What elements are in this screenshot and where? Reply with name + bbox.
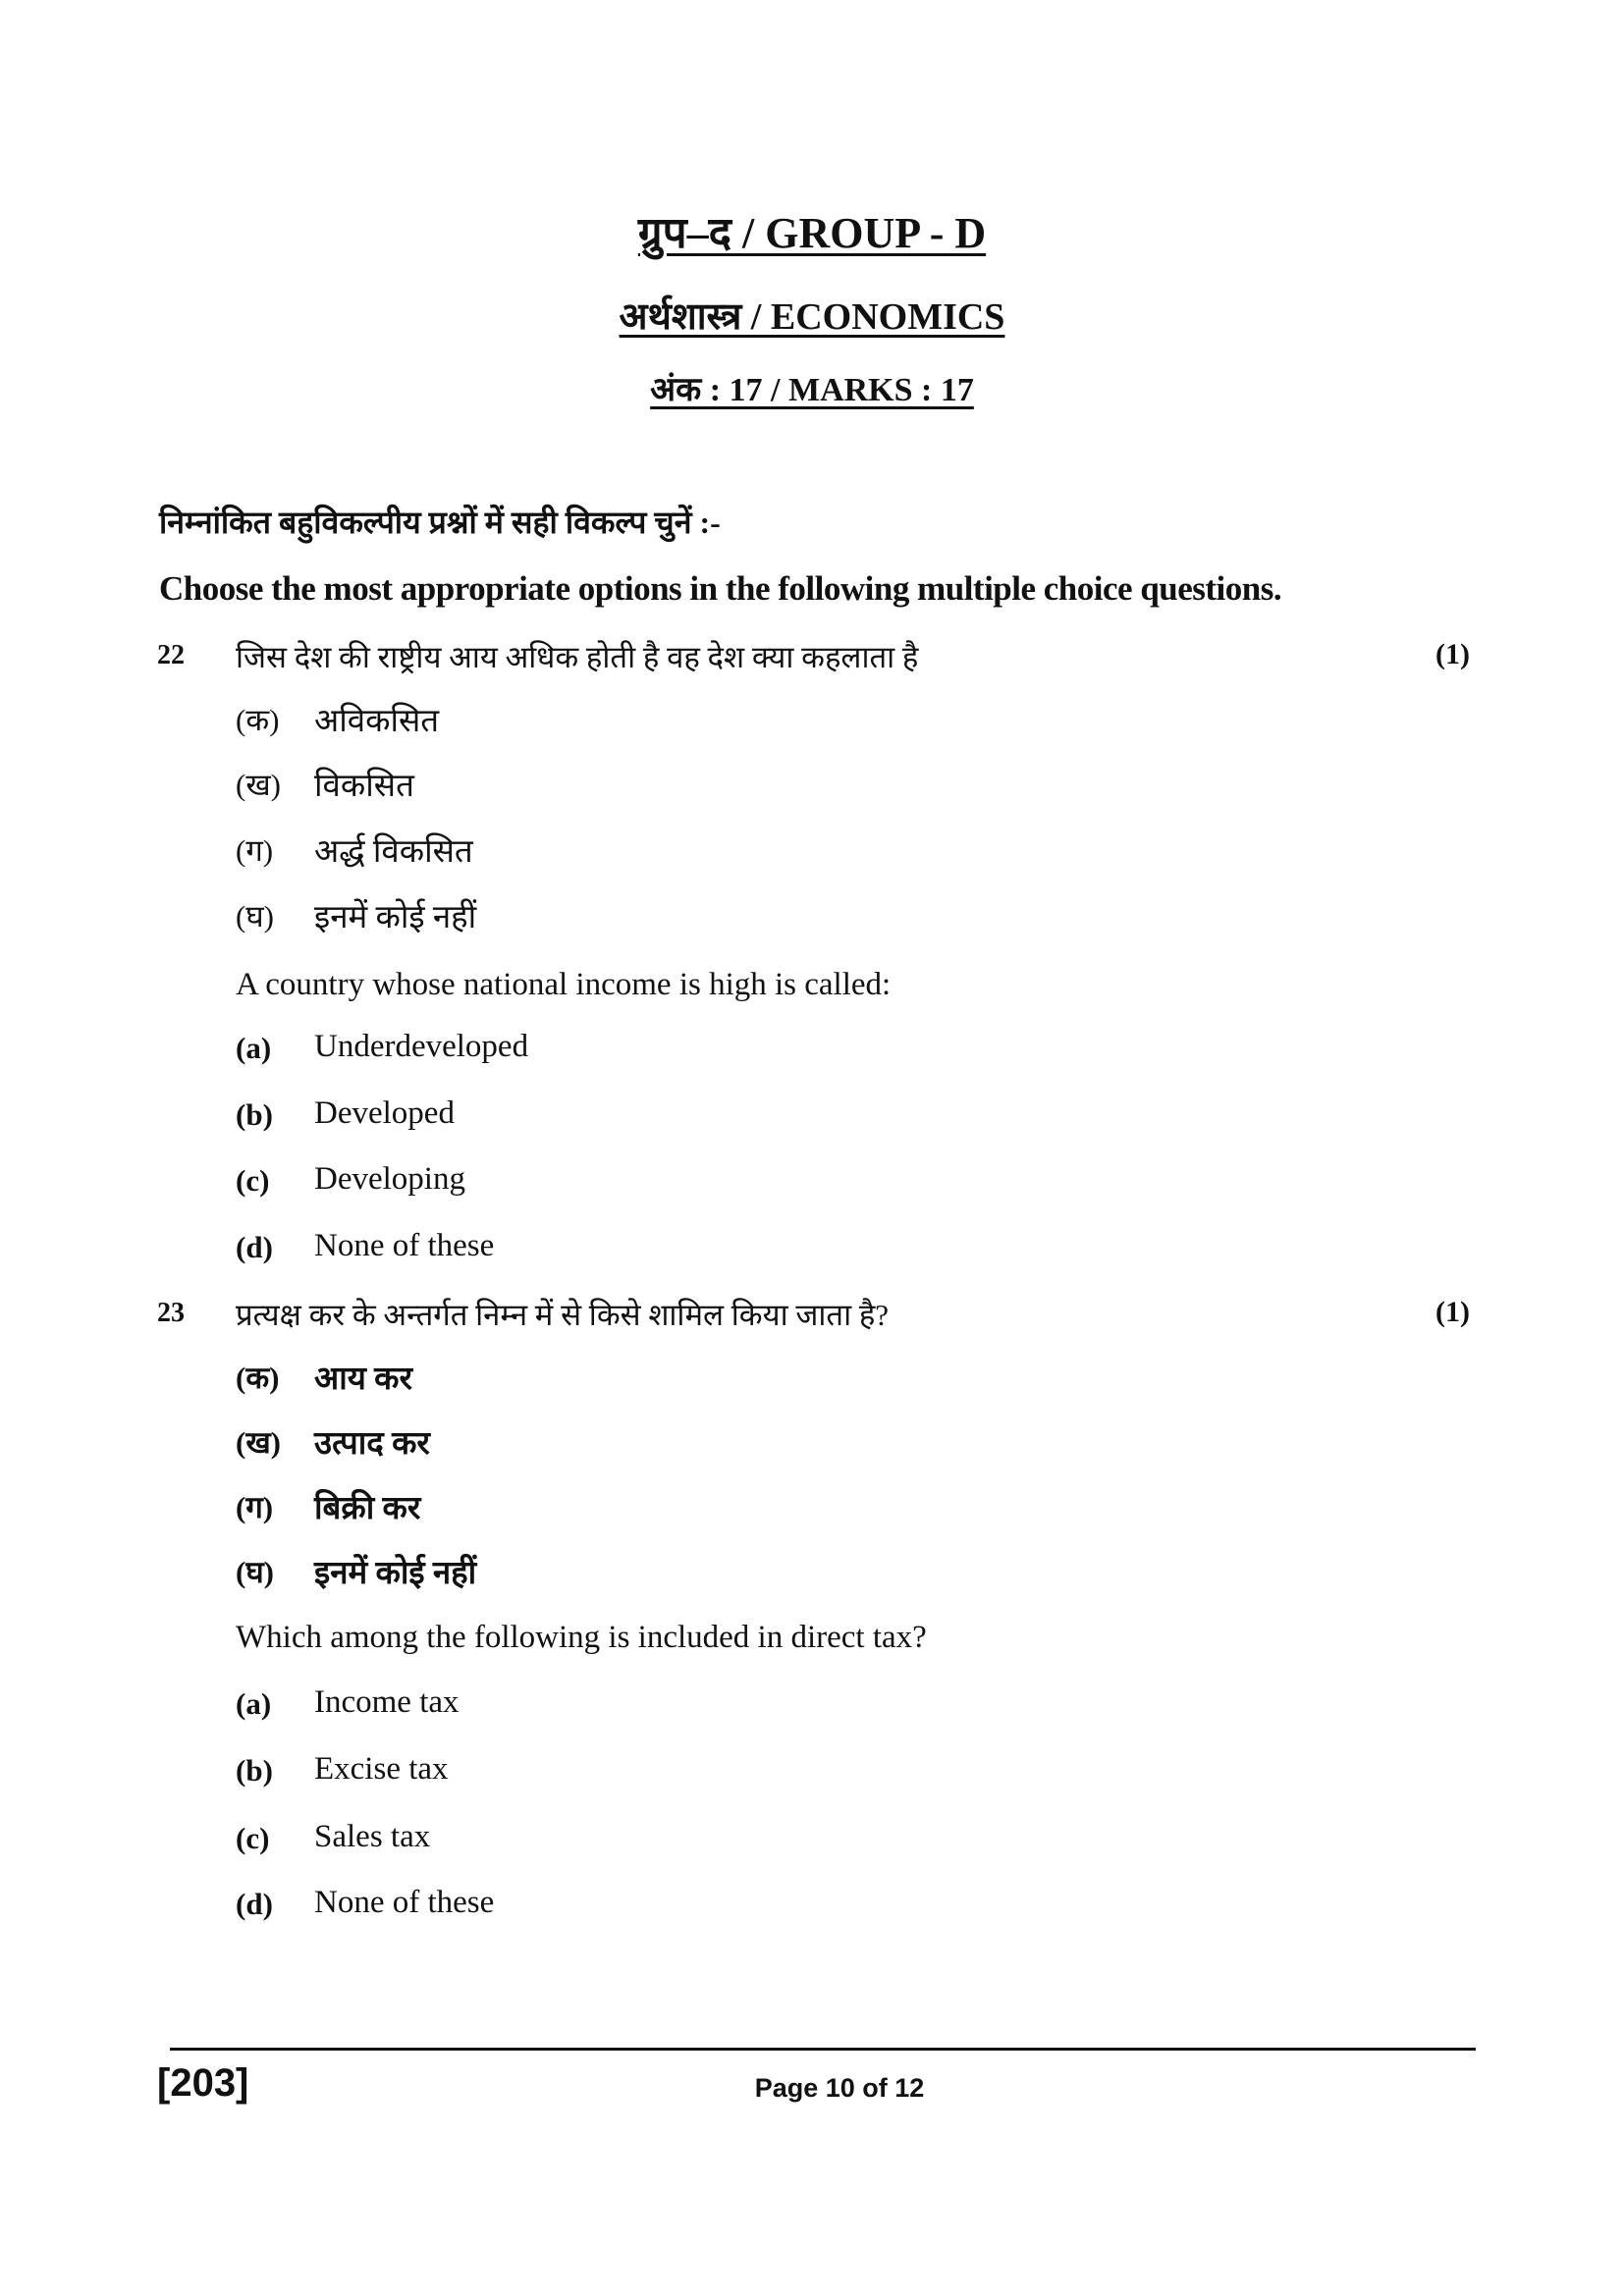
- option-label: (ग): [236, 1490, 274, 1524]
- option-text: उत्पाद कर: [314, 1426, 430, 1462]
- question-text-english: Which among the following is included in direct tax?: [236, 1620, 927, 1655]
- instruction-english: Choose the most appropriate options in the following multiple choice questions.: [159, 569, 1282, 608]
- subject-heading: अर्थशास्त्र / ECONOMICS: [619, 296, 1005, 338]
- question-text-hindi: जिस देश की राष्ट्रीय आय अधिक होती है वह देश क्या कहलाता है: [236, 640, 919, 674]
- question-marks: (1): [1435, 1296, 1470, 1328]
- question-text-hindi: प्रत्यक्ष कर के अन्तर्गत निम्न में से किसे शामिल किया जाता है?: [236, 1298, 890, 1332]
- option-text: Underdeveloped: [314, 1029, 529, 1064]
- option-text: इनमें कोई नहीं: [314, 900, 477, 935]
- option-label: (c): [236, 1163, 270, 1198]
- marks-heading: अंक : 17 / MARKS : 17: [650, 372, 974, 408]
- option-text: विकसित: [314, 769, 414, 804]
- option-label: (b): [236, 1097, 273, 1132]
- option-text: अविकसित: [314, 704, 440, 739]
- option-label: (b): [236, 1753, 273, 1788]
- option-text: आय कर: [314, 1362, 412, 1397]
- group-heading: ग्रुप–द / GROUP - D: [637, 209, 987, 257]
- page-number: Page 10 of 12: [754, 2073, 925, 2103]
- option-text: None of these: [314, 1885, 495, 1920]
- option-text: Developing: [314, 1161, 465, 1197]
- question-number: 23: [157, 1298, 185, 1328]
- option-label: (ख): [236, 1425, 282, 1460]
- option-text: Excise tax: [314, 1751, 449, 1787]
- question-text-english: A country whose national income is high is called:: [236, 967, 892, 1002]
- option-label: (क): [236, 703, 280, 737]
- option-label: (क): [236, 1361, 280, 1395]
- option-label: (c): [236, 1821, 270, 1855]
- question-marks: (1): [1435, 638, 1470, 670]
- instruction-hindi: निम्नांकित बहुविकल्पीय प्रश्नों में सही विकल्प चुनें :-: [159, 505, 721, 540]
- footer-divider: [170, 2048, 1476, 2051]
- option-text: None of these: [314, 1228, 495, 1263]
- option-text: Sales tax: [314, 1819, 431, 1854]
- option-label: (a): [236, 1031, 272, 1065]
- option-label: (घ): [236, 1555, 274, 1589]
- option-label: (ख): [236, 768, 282, 802]
- option-text: बिक्री कर: [314, 1491, 421, 1526]
- option-label: (d): [236, 1230, 273, 1264]
- option-label: (घ): [236, 899, 274, 934]
- option-label: (d): [236, 1887, 273, 1921]
- option-label: (ग): [236, 833, 274, 868]
- paper-code: [203]: [157, 2061, 249, 2105]
- option-label: (a): [236, 1686, 272, 1721]
- question-number: 22: [157, 640, 185, 670]
- option-text: Income tax: [314, 1684, 460, 1720]
- option-text: अर्द्ध विकसित: [314, 834, 473, 870]
- option-text: Developed: [314, 1095, 455, 1131]
- option-text: इनमें कोई नहीं: [314, 1556, 477, 1591]
